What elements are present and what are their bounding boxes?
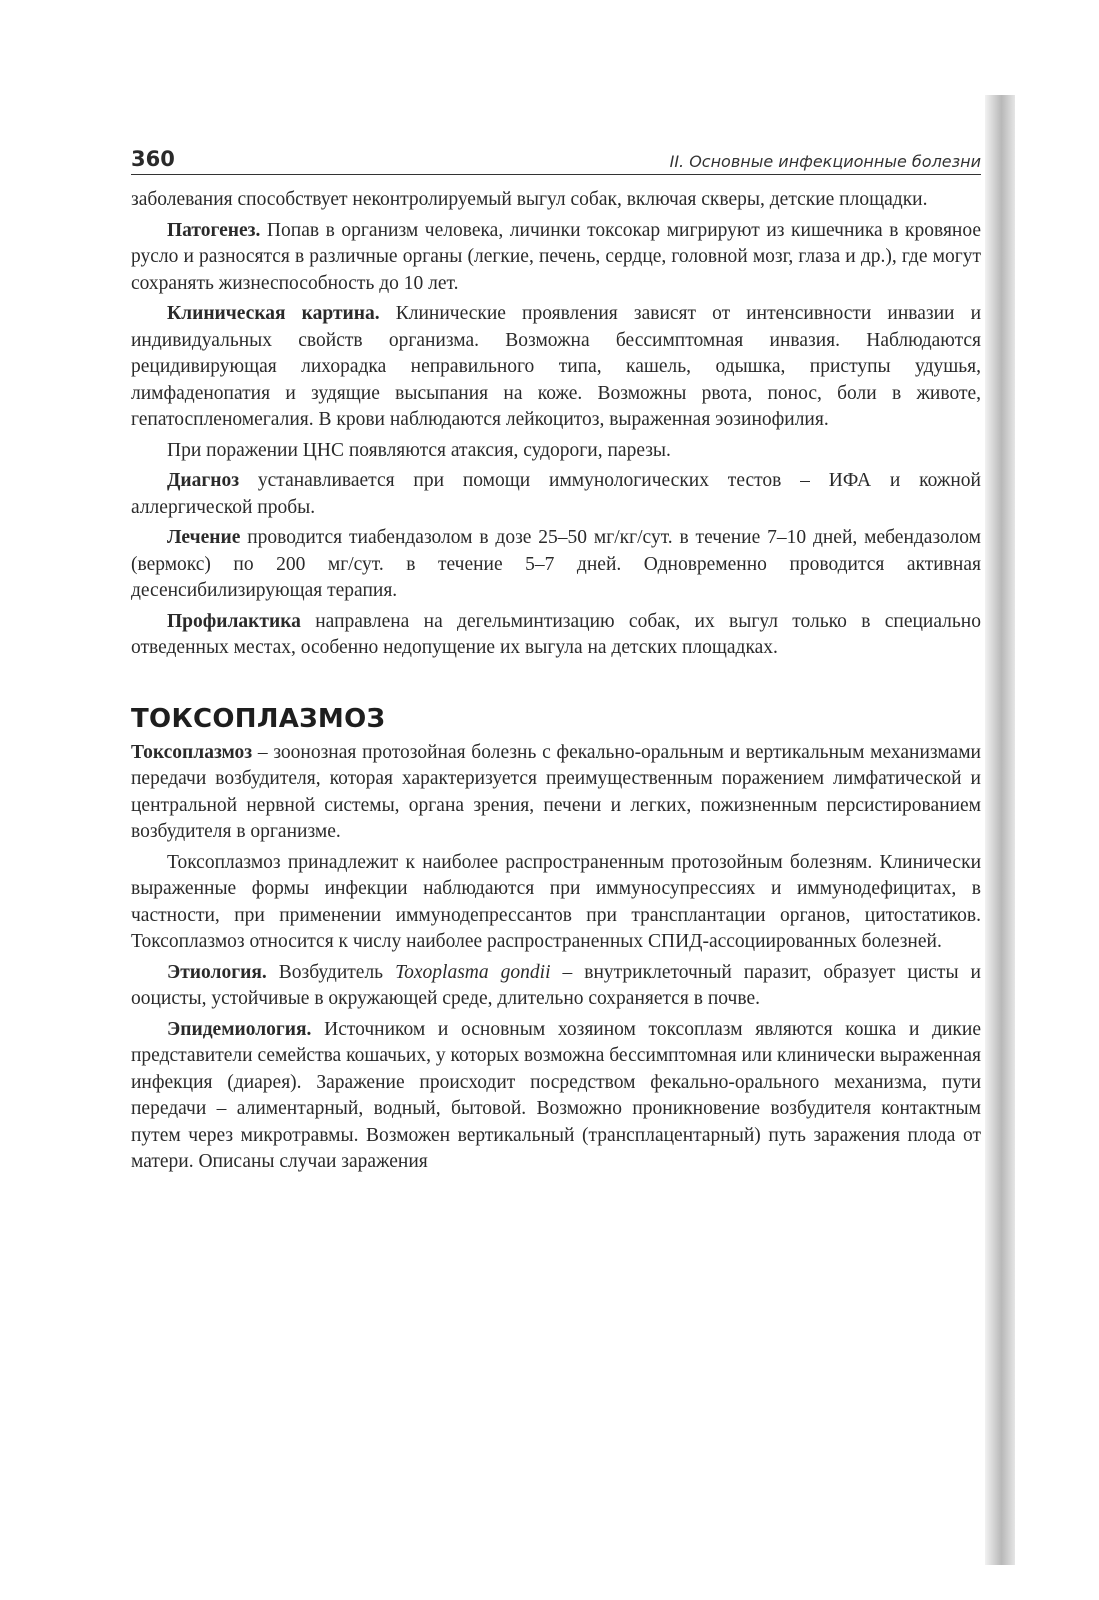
paragraph-diagnosis: Диагноз устанавливается при помощи иммунологических тестов – ИФА и кожной аллергической пробы.: [131, 470, 981, 518]
paragraph-prevalence: Токсоплазмоз принадлежит к наиболее распространенным протозойным болезням. Клинически выраженные формы инфекции наблюдаются при иммуносупрессиях и иммунодефицитах, в частности, при применении иммунодепрессантов при трансплантации органов, цитостатиков. Токсоплазмоз относится к числу наиболее распространенных СПИД-ассоциированных болезней.: [131, 851, 981, 952]
book-page: [131, 140, 981, 1180]
paragraph-etiology: Этиология. Возбудитель Toxoplasma gondii – внутриклеточный паразит, образует цисты и ооцисты, устойчивые в окружающей среде, длительно сохраняется в почве.: [131, 961, 981, 1009]
paragraph-prophylaxis: Профилактика направлена на дегельминтизацию собак, их выгул только в специально отведенных местах, особенно недопущение их выгула на детских площадках.: [131, 610, 981, 658]
body-text: [131, 187, 981, 1176]
paragraph-definition: Токсоплазмоз – зоонозная протозойная болезнь с фекально-оральным и вертикальным механизмами передачи возбудителя, которая характеризуется преимущественным поражением лимфатической и центральной нервной системы, органа зрения, печени и легких, пожизненным персистированием возбудителя в организме.: [131, 741, 981, 842]
term-prophylaxis: Профилактика: [167, 610, 301, 632]
term-diagnosis: Диагноз: [167, 470, 240, 491]
term-etiology: Этиология.: [167, 961, 267, 983]
species-name: Toxoplasma gondii: [395, 961, 551, 983]
term-pathogenesis: Патогенез.: [167, 219, 261, 241]
running-head-section: II. Основные инфекционные болезни: [669, 152, 981, 171]
running-head: [131, 140, 981, 175]
paragraph-pathogenesis: Патогенез. Попав в организм человека, личинки токсокар мигрируют из кишечника в кровяное русло и разносятся в различные органы (легкие, печень, сердце, головной мозг, глаза и др.), где могут сохранять жизнеспособность до 10 лет.: [131, 219, 981, 294]
paragraph-cns: При поражении ЦНС появляются атаксия, судороги, парезы.: [167, 439, 671, 461]
term-toxoplasmosis: Токсоплазмоз: [131, 741, 253, 763]
term-treatment: Лечение: [167, 527, 241, 548]
section-heading-toxoplasmosis: ТОКСОПЛАЗМОЗ: [131, 703, 386, 734]
term-epidemiology: Эпидемиология.: [167, 1018, 312, 1040]
paragraph-epidemiology: Эпидемиология. Источником и основным хозяином токсоплазм являются кошка и дикие представители семейства кошачьих, у которых возможна бессимптомная или клинически выраженная инфекция (диарея). Заражение происходит посредством фекально-орального механизма, пути передачи – алиментарный, водный, бытовой. Возможно проникновение возбудителя контактным путем через микротравмы. Возможен вертикальный (трансплацентарный) путь заражения плода от матери. Описаны случаи заражения: [131, 1018, 981, 1172]
paragraph-clinical: Клиническая картина. Клинические проявления зависят от интенсивности инвазии и индивидуальных свойств организма. Возможна бессимптомная инвазия. Наблюдаются рецидивирующая лихорадка неправильного типа, кашель, одышка, приступы удушья, лимфаденопатия и зудящие высыпания на коже. Возможны рвота, понос, боли в животе, гепатоспленомегалия. В крови наблюдаются лейкоцитоз, выраженная эозинофилия.: [131, 303, 981, 430]
scan-edge-shadow: [985, 95, 1015, 1565]
page-number: 360: [131, 147, 175, 171]
term-clinical: Клиническая картина.: [167, 303, 380, 324]
paragraph-treatment: Лечение проводится тиабендазолом в дозе 25–50 мг/кг/сут. в течение 7–10 дней, мебендазолом (вермокс) по 200 мг/сут. в течение 5–7 дней. Одновременно проводится активная десенсибилизирующая терапия.: [131, 527, 981, 601]
paragraph-continuation: заболевания способствует неконтролируемый выгул собак, включая скверы, детские площадки.: [131, 189, 928, 210]
